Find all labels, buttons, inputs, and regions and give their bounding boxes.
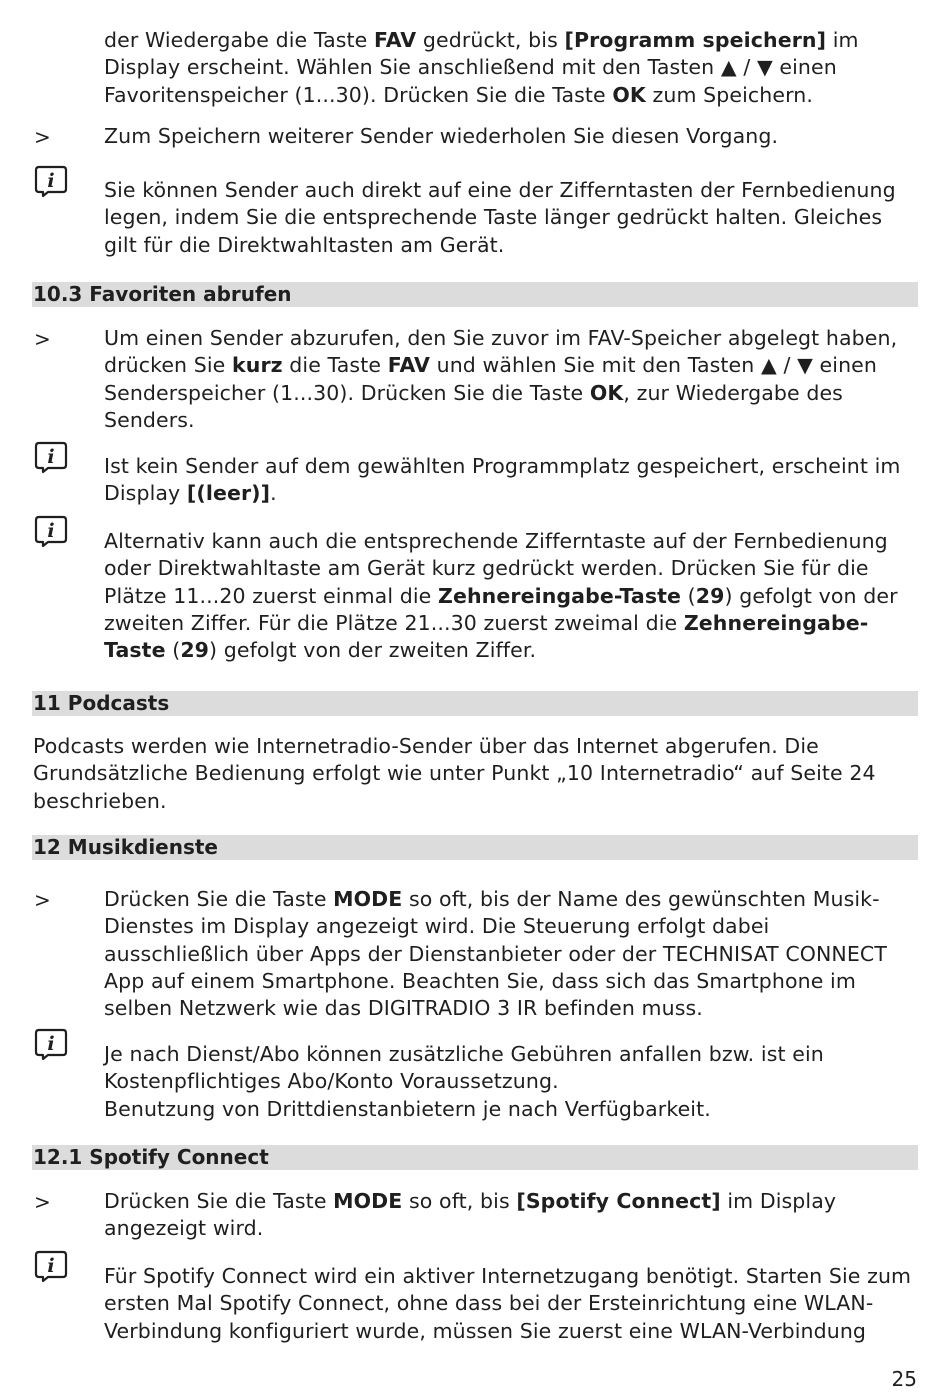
svg-text:i: i [47,170,55,192]
bullet-marker: > [34,327,51,351]
section-heading: 11 Podcasts [32,691,918,716]
info-icon [34,1027,68,1061]
instruction-step: Um einen Sender abzurufen, den Sie zuvor im FAV-Speicher abgelegt haben, drücken Sie kurz die Taste FAV und wählen Sie mit den Tasten ▲ / ▼ einen Senderspeicher (1...30). Drücken Sie die Taste OK, zur Wiedergabe des Senders. [104,326,898,432]
info-icon [34,164,68,198]
info-note: Ist kein Sender auf dem gewählten Programmplatz gespeichert, erscheint im Display [(leer)]. [104,454,901,506]
info-note: Für Spotify Connect wird ein aktiver Internetzugang benötigt. Starten Sie zum ersten Mal Spotify Connect, ohne dass bei der Ersteinrichtung eine WLAN-Verbindung konfiguriert wurde, müssen Sie zuerst eine WLAN-Verbindung [104,1264,912,1343]
key-ok: OK [612,82,646,107]
display-text: [Programm speichern] [564,28,827,52]
info-icon [34,1249,68,1283]
instruction-step: Zum Speichern weiterer Sender wiederholen Sie diesen Vorgang. [104,124,779,148]
section-heading: 10.3 Favoriten abrufen [32,282,918,307]
page-number: 25 [891,1367,917,1391]
instruction-step: Drücken Sie die Taste MODE so oft, bis [Spotify Connect] im Display angezeigt wird. [104,1189,837,1241]
info-note: Alternativ kann auch die entsprechende Zifferntaste auf der Fernbedienung oder Direktwahltaste am Gerät kurz gedrückt werden. Drücken Sie für die Plätze 11...20 zuerst einmal die Zehnereingabe-Taste (29) gefolgt von der zweiten Ziffer. Für die Plätze 21...30 zuerst zweimal die Zehnereingabe-Taste (29) gefolgt von der zweiten Ziffer. [104,529,898,663]
section-heading: 12 Musikdienste [32,835,918,860]
svg-text:i: i [47,1255,55,1277]
bullet-marker: > [34,888,51,912]
info-note: Je nach Dienst/Abo können zusätzliche Gebühren anfallen bzw. ist ein Kostenpflichtiges Abo/Konto Voraussetzung. Benutzung von Drittdienstanbietern je nach Verfügbarkeit. [104,1042,824,1121]
svg-text:i: i [47,1033,55,1055]
svg-text:i: i [47,446,55,468]
instruction-step: Drücken Sie die Taste MODE so oft, bis der Name des gewünschten Musik-Dienstes im Display angezeigt wird. Die Steuerung erfolgt dabei ausschließlich über Apps der Dienstanbieter oder der TECHNISAT CONNECT App auf einem Smartphone. Beachten Sie, dass sich das Smartphone im selben Netzwerk wie das DIGITRADIO 3 IR befinden muss. [104,887,887,1021]
info-note: Sie können Sender auch direkt auf eine der Zifferntasten der Fernbedienung legen, indem Sie die entsprechende Taste länger gedrückt halten. Gleiches gilt für die Direktwahltasten am Gerät. [104,178,896,257]
info-icon [34,440,68,474]
info-icon [34,514,68,548]
bullet-marker: > [34,125,51,149]
section-heading: 12.1 Spotify Connect [32,1145,918,1170]
key-fav: FAV [373,28,417,52]
bullet-marker: > [34,1190,51,1214]
body-paragraph: Podcasts werden wie Internetradio-Sender über das Internet abgerufen. Die Grundsätzliche Bedienung erfolgt wie unter Punkt „10 Internetradio“ auf Seite 24 beschrieben. [33,734,876,813]
paragraph-continuation: der Wiedergabe die Taste FAV gedrückt, bis [Programm speichern] im Display erscheint. Wählen Sie anschließend mit den Tasten ▲ / ▼ einen Favoritenspeicher (1...30). Drücken Sie die Taste OK zum Speichern. [104,28,859,107]
svg-text:i: i [47,520,55,542]
